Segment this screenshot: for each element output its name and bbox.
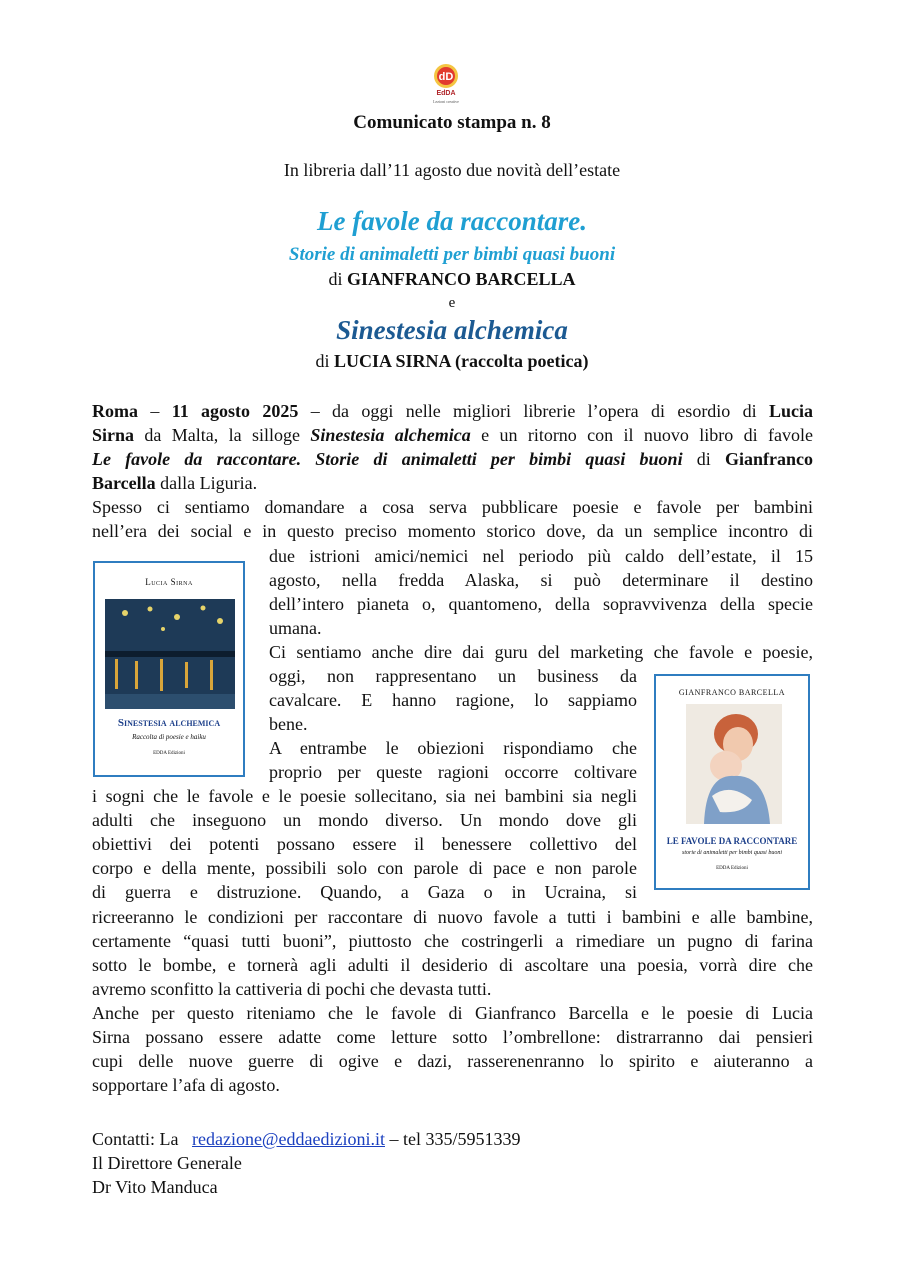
paragraph-line: avremo sconfitto la cattiveria di pochi che devasta tutti. [92, 979, 492, 999]
paragraph-line: oggi, non rappresentano un business da [269, 666, 637, 686]
paragraph-line: sopportare l’afa di agosto. [92, 1075, 280, 1095]
paragraph-line: bene. [269, 714, 308, 734]
conjunction: e [448, 295, 456, 311]
cover-subtitle: storie di animaletti per bimbi quasi buoni [682, 850, 782, 856]
paragraph-line: di guerra e distruzione. Quando, a Gaza o in Ucraina, si [92, 882, 637, 902]
book2-author: LUCIA SIRNA (raccolta poetica) [334, 351, 589, 371]
paragraph-line: proprio per queste ragioni occorre coltivare [269, 762, 637, 782]
paragraph-line: Anche per questo riteniamo che le favole di Gianfranco Barcella e le poesie di Lucia [92, 1003, 813, 1023]
paragraph-line: Sirna da Malta, la silloge Sinestesia alchemica e un ritorno con il nuovo libro di favole [92, 425, 813, 445]
cover-artwork [686, 704, 782, 824]
paragraph-line: adulti che inseguono un mondo diverso. Un mondo dove gli [92, 810, 637, 830]
phone-number: – tel 335/5951339 [384, 1129, 521, 1149]
book1-author: GIANFRANCO BARCELLA [347, 269, 576, 289]
paragraph-line: umana. [269, 618, 322, 638]
paragraph-line: Barcella dalla Liguria. [92, 473, 258, 493]
release-intro: In libreria dall’11 agosto due novità dell’estate [283, 160, 621, 180]
paragraph-line: certamente “quasi tutti buoni”, piuttosto che costringerli a rimediare un pugno di farina [92, 931, 813, 951]
cover-subtitle: Raccolta di poesie e haiku [132, 733, 206, 741]
release-number: Comunicato stampa n. 8 [353, 112, 551, 133]
paragraph-line: Spesso ci sentiamo domandare a cosa serva pubblicare poesie e favole per bambini [92, 497, 813, 517]
paragraph-line: Sirna possano essere adatte come letture sotto l’ombrellone: distrarranno dai pensieri [92, 1027, 813, 1047]
book1-subtitle: Storie di animaletti per bimbi quasi buoni [288, 244, 616, 265]
book1-title: Le favole da raccontare. [317, 206, 587, 236]
paragraph-line: ricreeranno le condizioni per raccontare di nuovo favole a tutti i bambini e alle bambine, [92, 907, 813, 927]
paragraph-line: dell’intero pianeta o, quantomeno, della sopravvivenza della specie [269, 594, 813, 614]
cover-title: LE FAVOLE DA RACCONTARE [666, 836, 798, 846]
svg-text:dD: dD [438, 71, 454, 83]
paragraph-line: Ci sentiamo anche dire dai guru del marketing che favole e poesie, [269, 642, 813, 662]
paragraph-line: cupi delle nuove guerre di ogive e dazi, rasserenenranno lo spirito e aiuteranno a [92, 1051, 813, 1071]
paragraph-line: Le favole da raccontare. Storie di animaletti per bimbi quasi buoni di Gianfranco [92, 449, 813, 469]
svg-text:EdDA: EdDA [436, 90, 456, 97]
favole-book-cover [654, 674, 810, 890]
book2-author-line: di LUCIA SIRNA (raccolta poetica) [315, 351, 589, 371]
paragraph-line: due istrioni amici/nemici nel periodo più caldo dell’estate, il 15 [269, 546, 813, 566]
cover-author: Lucia Sirna [145, 577, 193, 587]
book2-title: Sinestesia alchemica [336, 315, 568, 345]
paragraph-line: agosto, nella fredda Alaska, si può determinare il destino [269, 570, 813, 590]
paragraph-line: i sogni che le favole e le poesie sollecitano, sia nei bambini sia negli [92, 786, 637, 806]
paragraph-line: nell’era dei social e in questo preciso momento storico dove, da un semplice incontro di [92, 521, 813, 541]
director-name: Dr Vito Manduca [92, 1177, 218, 1197]
contacts-line [92, 1127, 520, 1151]
paragraph-line: cavalcare. E hanno ragione, lo sappiamo [269, 690, 637, 710]
cover-author: GIANFRANCO BARCELLA [678, 688, 786, 697]
director-role: Il Direttore Generale [92, 1153, 242, 1173]
paragraph-line: Roma – 11 agosto 2025 – da oggi nelle migliori librerie l’opera di esordio di Lucia [92, 401, 814, 421]
cover-publisher: EDDA Edizioni [153, 751, 185, 756]
paragraph-line: A entrambe le obiezioni rispondiamo che [269, 738, 637, 758]
paragraph-line: obiettivi dei potenti possano essere il benessere collettivo del [92, 834, 637, 854]
email-link[interactable]: redazione@eddaedizioni.it [191, 1129, 385, 1149]
book1-author-line: di GIANFRANCO BARCELLA [328, 269, 576, 289]
cover-publisher: EDDA Edizioni [716, 866, 748, 871]
paragraph-line: sotto le bombe, e tornerà agli adulti il desiderio di ascoltare una poesia, vorrà dire che [92, 955, 813, 975]
svg-text:Lezioni creative: Lezioni creative [433, 99, 459, 104]
cover-title: Sinestesia alchemica [117, 717, 221, 729]
edda-logo [420, 58, 472, 106]
contacts-label: Contatti: La [92, 1129, 179, 1149]
cover-artwork [105, 599, 235, 709]
sinestesia-book-cover [93, 561, 245, 777]
paragraph-line: corpo e della mente, possibili solo con parole di pace e non parole [92, 858, 637, 878]
